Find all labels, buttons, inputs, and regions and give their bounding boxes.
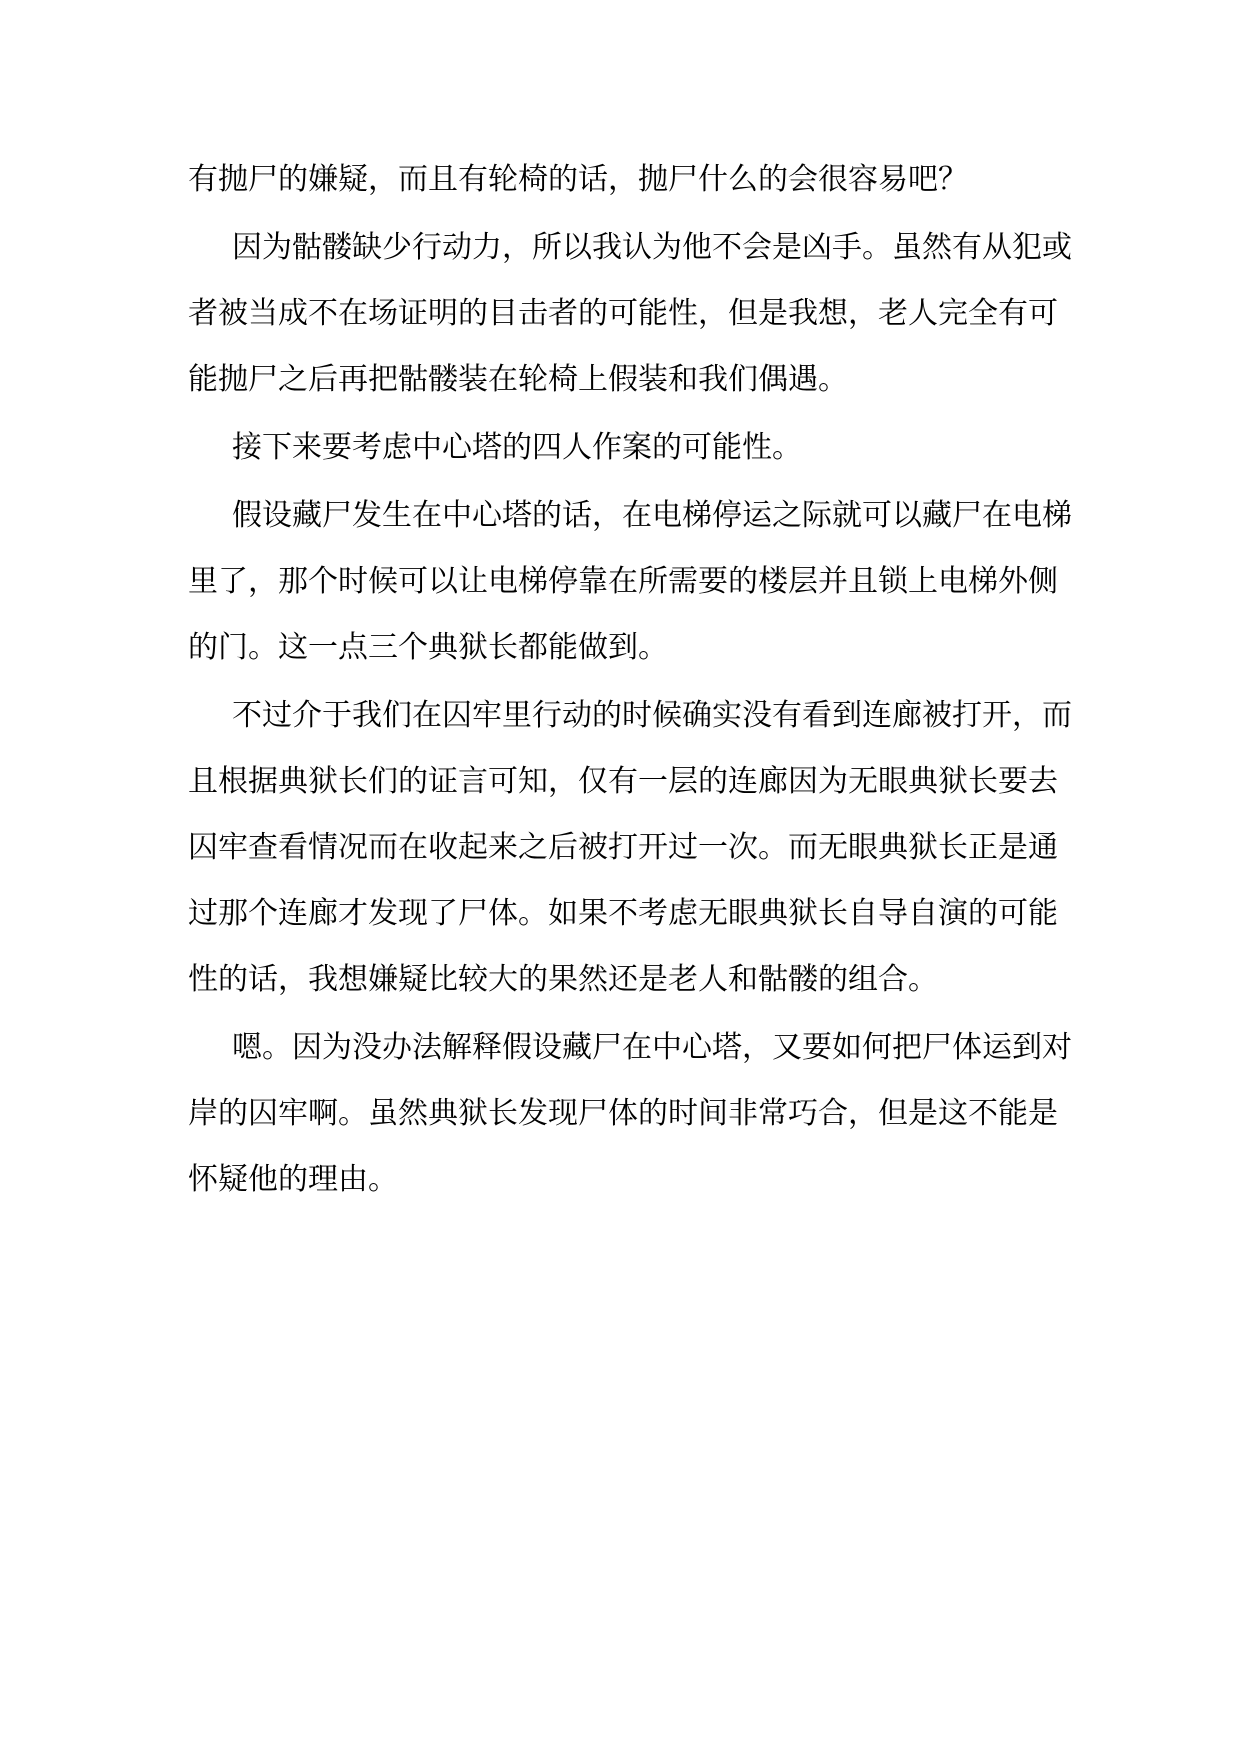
text-line: 性的话，我想嫌疑比较大的果然还是老人和骷髅的组合。 [188, 962, 938, 997]
text-line: 过那个连廊才发现了尸体。如果不考虑无眼典狱长自导自演的可能 [188, 896, 1058, 931]
text-line: 者被当成不在场证明的目击者的可能性，但是我想，老人完全有可 [188, 296, 1058, 331]
text-line: 嗯。因为没办法解释假设藏尸在中心塔，又要如何把尸体运到对 [232, 1030, 1072, 1065]
text-line: 能抛尸之后再把骷髅装在轮椅上假装和我们偶遇。 [188, 362, 848, 397]
text-line: 囚牢查看情况而在收起来之后被打开过一次。而无眼典狱长正是通 [188, 830, 1058, 865]
text-line: 假设藏尸发生在中心塔的话，在电梯停运之际就可以藏尸在电梯 [232, 498, 1072, 533]
text-line: 且根据典狱长们的证言可知，仅有一层的连廊因为无眼典狱长要去 [188, 764, 1058, 799]
text-line: 接下来要考虑中心塔的四人作案的可能性。 [232, 430, 802, 465]
text-line: 怀疑他的理由。 [188, 1162, 398, 1197]
text-line: 因为骷髅缺少行动力，所以我认为他不会是凶手。虽然有从犯或 [232, 230, 1072, 265]
text-line: 岸的囚牢啊。虽然典狱长发现尸体的时间非常巧合，但是这不能是 [188, 1096, 1058, 1131]
text-line: 不过介于我们在囚牢里行动的时候确实没有看到连廊被打开，而 [232, 698, 1072, 733]
text-line: 的门。这一点三个典狱长都能做到。 [188, 630, 668, 665]
text-line: 有抛尸的嫌疑，而且有轮椅的话，抛尸什么的会很容易吧？ [188, 162, 968, 197]
text-line: 里了，那个时候可以让电梯停靠在所需要的楼层并且锁上电梯外侧 [188, 564, 1058, 599]
